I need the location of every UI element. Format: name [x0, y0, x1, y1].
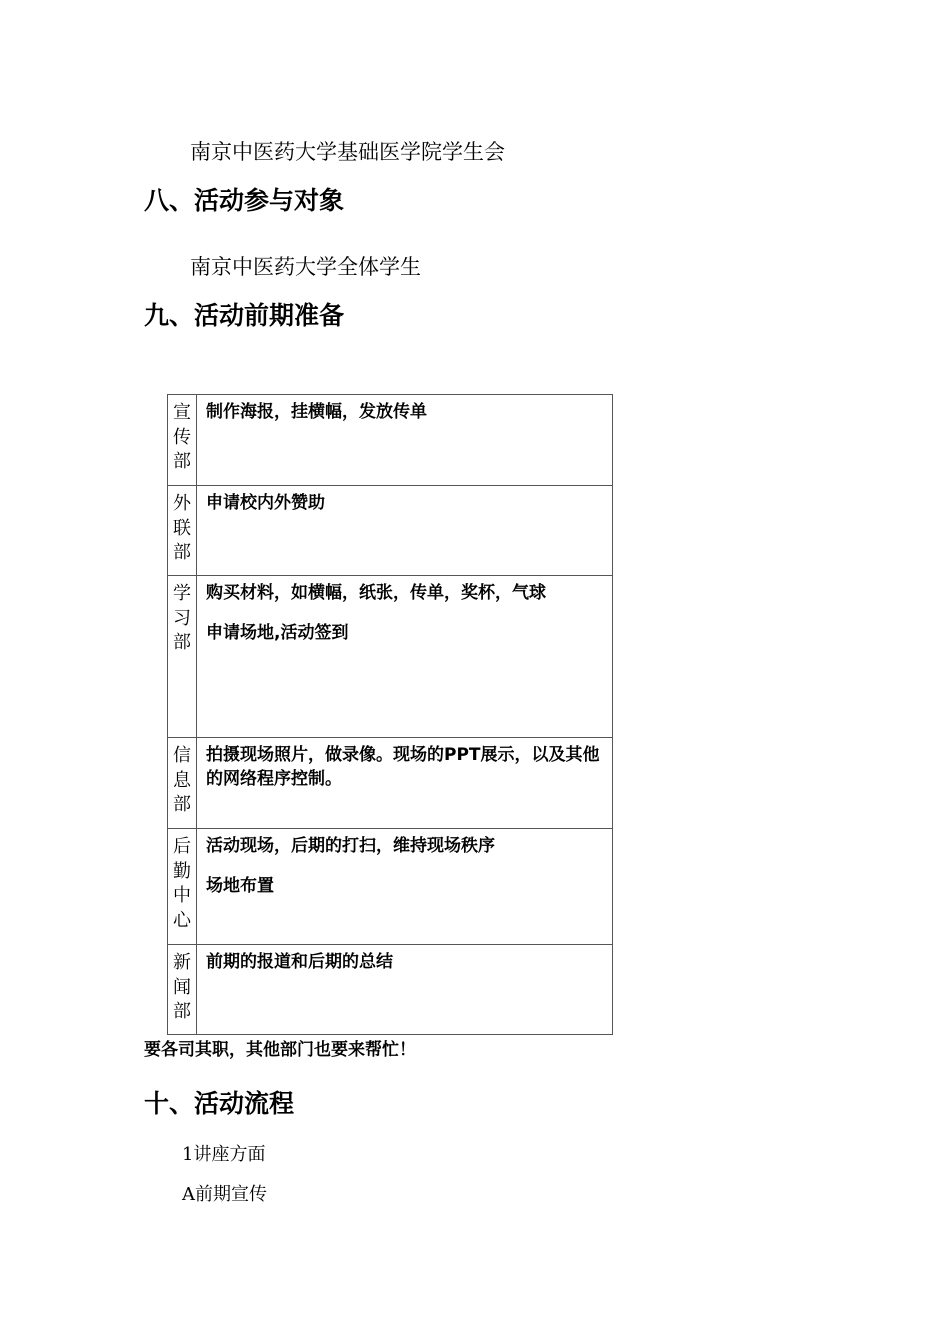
table-row — [168, 738, 613, 829]
department-name: 外联部 — [173, 493, 191, 563]
department-name: 信息部 — [173, 745, 191, 815]
department-name: 学习部 — [173, 583, 191, 653]
organizer-line: 南京中医药大学基础医学院学生会 — [190, 140, 505, 164]
table-row — [168, 829, 613, 945]
table-row — [168, 576, 613, 738]
task-text: 前期的报道和后期的总结 — [206, 952, 393, 972]
department-name-cell — [168, 395, 197, 486]
table-row — [168, 945, 613, 1035]
department-name-cell — [168, 829, 197, 945]
process-item-publicity: A前期宣传 — [182, 1184, 267, 1205]
process-item-lecture: 1讲座方面 — [182, 1144, 266, 1165]
section-10-heading: 十、活动流程 — [144, 1089, 295, 1118]
task-text: 申请校内外赞助 — [206, 493, 325, 513]
task-text: 活动现场，后期的打扫，维持现场秩序 — [206, 836, 495, 856]
task-text: 申请场地,活动签到 — [206, 623, 349, 643]
department-task-cell — [197, 486, 613, 576]
department-task-cell — [197, 945, 613, 1035]
department-task-cell — [197, 576, 613, 738]
section-9-heading: 九、活动前期准备 — [144, 301, 345, 330]
department-name: 宣传部 — [173, 402, 191, 472]
task-text: 拍摄现场照片，做录像。现场的PPT展示，以及其他的网络程序控制。 — [206, 745, 600, 789]
department-task-cell — [197, 395, 613, 486]
department-name-cell — [168, 738, 197, 829]
department-task-cell — [197, 829, 613, 945]
task-text: 制作海报，挂横幅，发放传单 — [206, 402, 427, 422]
table-row — [168, 486, 613, 576]
department-name: 新闻部 — [173, 952, 191, 1022]
department-name-cell — [168, 576, 197, 738]
table-row — [168, 395, 613, 486]
department-name-cell — [168, 945, 197, 1035]
task-text: 购买材料，如横幅，纸张，传单，奖杯，气球 — [206, 583, 546, 603]
department-task-cell — [197, 738, 613, 829]
participants-text: 南京中医药大学全体学生 — [190, 255, 421, 279]
responsibility-note: 要各司其职，其他部门也要来帮忙！ — [144, 1040, 416, 1060]
department-name-cell — [168, 486, 197, 576]
section-8-heading: 八、活动参与对象 — [144, 186, 345, 215]
department-task-table — [167, 394, 613, 1035]
department-name: 后勤中心 — [173, 836, 191, 931]
task-text: 场地布置 — [206, 876, 274, 896]
